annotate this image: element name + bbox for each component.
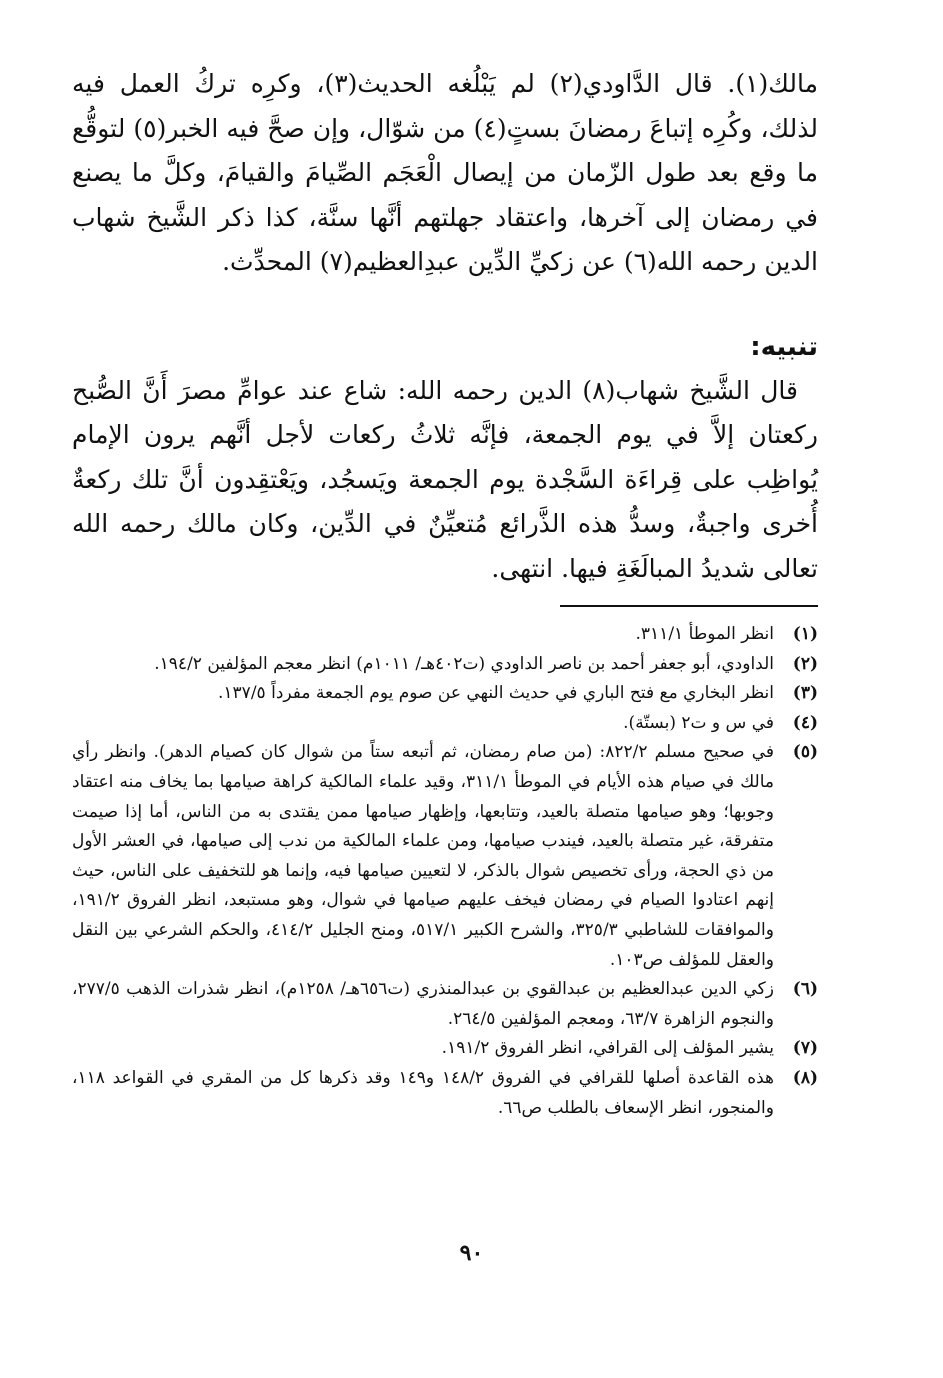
footnote-number: (١) xyxy=(792,624,818,644)
footnote-5 xyxy=(72,738,818,975)
footnote-text: هذه القاعدة أصلها للقرافي في الفروق ١٤٨/٢ و١٤٩ وقد ذكرها كل من المقري في القواعد ١١٨، والمنجور، انظر الإسعاف بالطلب ص٦٦. xyxy=(72,1067,774,1118)
footnote-number: (٨) xyxy=(792,1067,818,1088)
footnote-number: (٧) xyxy=(792,1038,818,1059)
page-number: ٩٠ xyxy=(459,1240,484,1266)
footnote-8 xyxy=(72,1064,818,1123)
footnote-6 xyxy=(72,975,818,1034)
footnote-separator xyxy=(560,605,818,607)
footnote-4 xyxy=(72,709,818,739)
footnote-number: (٣) xyxy=(792,683,818,704)
footnote-number: (٦) xyxy=(792,979,818,1000)
footnote-text: زكي الدين عبدالعظيم بن عبدالقوي بن عبدالمنذري (ت٦٥٦هـ/ ١٢٥٨م)، انظر شذرات الذهب ٢٧٧/٥، والنجوم الزاهرة ٦٣/٧، ومعجم المؤلفين ٢٦٤/٥. xyxy=(72,979,774,1029)
footnote-text: في س و ت٢ (بستّة). xyxy=(623,712,774,733)
footnote-2 xyxy=(72,650,818,680)
footnote-number: (٥) xyxy=(792,742,818,763)
footnote-text: في صحيح مسلم ٨٢٢/٢: (من صام رمضان، ثم أتبعه ستاً من شوال كان كصيام الدهر). وانظر رأي مالك في صيام هذه الأيام في الموطأ ٣١١/١، وقيد علماء المالكية كراهة صيامها بما يخاف منه اعتقاد وجوبها؛ وهو صيامها متصلة بالعيد، وتتابعها، وإظهار صيامها ممن يقتدى به من الناس، أما إذا صيمت متفرقة، غير متصلة بالعيد، فيندب صيامها، ومن علماء المالكية من ندب إلى صيامها، في العشر الأول من ذي الحجة، ورأى تخصيص شوال بالذكر، لا لتعيين صيامها فيه، وإنما هو للتخفيف على الناس، حيث إنهم اعتادوا الصيام في رمضان فيخف عليهم صيامها في شوال، وهو مستبعد، انظر الفروق ١٩١/٢، والموافقات للشاطبي ٣٢٥/٣، والشرح الكبير ٥١٧/١، ومنح الجليل ٤١٤/٢، والحكم الشرعي بين النقل والعقل للمؤلف ص١٠٣. xyxy=(72,742,775,970)
footnote-1 xyxy=(72,620,818,650)
footnote-7 xyxy=(72,1034,818,1064)
paragraph-1: مالك(١). قال الدَّاودي(٢) لم يَبْلُغه الحديث(٣)، وكرِه تركُ العمل فيه لذلك، وكُرِه إتباعَ رمضانَ بستٍ(٤) من شوّال، وإن صحَّ فيه الخبر(٥) لتوقُّع ما وقع بعد طول الزّمان من إيصال الْعَجَم الصِّيامَ والقيامَ، وكلَّ ما يصنع في رمضان إلى آخرها، واعتقاد جهلتهم أنَّها سنَّة، كذا ذكر الشَّيخ شهاب الدين رحمه الله(٦) عن زكيِّ الدِّين عبدِالعظيم(٧) المحدِّث. xyxy=(72,69,818,276)
paragraph-2: قال الشَّيخ شهاب(٨) الدين رحمه الله: شاع عند عوامِّ مصرَ أَنَّ الصُّبح ركعتان إلاَّ في يوم الجمعة، فإنَّه ثلاثُ ركعات لأجل أنَّهم يرون الإمام يُواظِب على قِراءَة السَّجْدة يوم الجمعة ويَسجُد، ويَعْتقِدون أنَّ تلك ركعةٌ أُخرى واجبةٌ، وسدُّ هذه الذَّرائع مُتعيِّنٌ في الدِّين، وكان مالك رحمه الله تعالى شديدُ المبالَغَةِ فيها. انتهى. xyxy=(72,375,818,583)
footnote-text: الداودي، أبو جعفر أحمد بن ناصر الداودي (ت٤٠٢هـ/ ١٠١١م) انظر معجم المؤلفين ١٩٤/٢. xyxy=(154,653,774,674)
footnote-text: يشير المؤلف إلى القرافي، انظر الفروق ١٩١/٢. xyxy=(441,1038,774,1059)
footnote-number: (٤) xyxy=(792,712,818,733)
footnote-3 xyxy=(72,679,818,709)
section-heading: تنبيه: xyxy=(750,331,818,362)
footnote-text: انظر الموطأ ٣١١/١. xyxy=(635,624,774,644)
footnote-number: (٢) xyxy=(792,653,818,674)
footnotes xyxy=(72,620,818,1123)
main-text xyxy=(72,62,818,591)
footnote-text: انظر البخاري مع فتح الباري في حديث النهي عن صوم يوم الجمعة مفرداً ١٣٧/٥. xyxy=(218,683,774,704)
